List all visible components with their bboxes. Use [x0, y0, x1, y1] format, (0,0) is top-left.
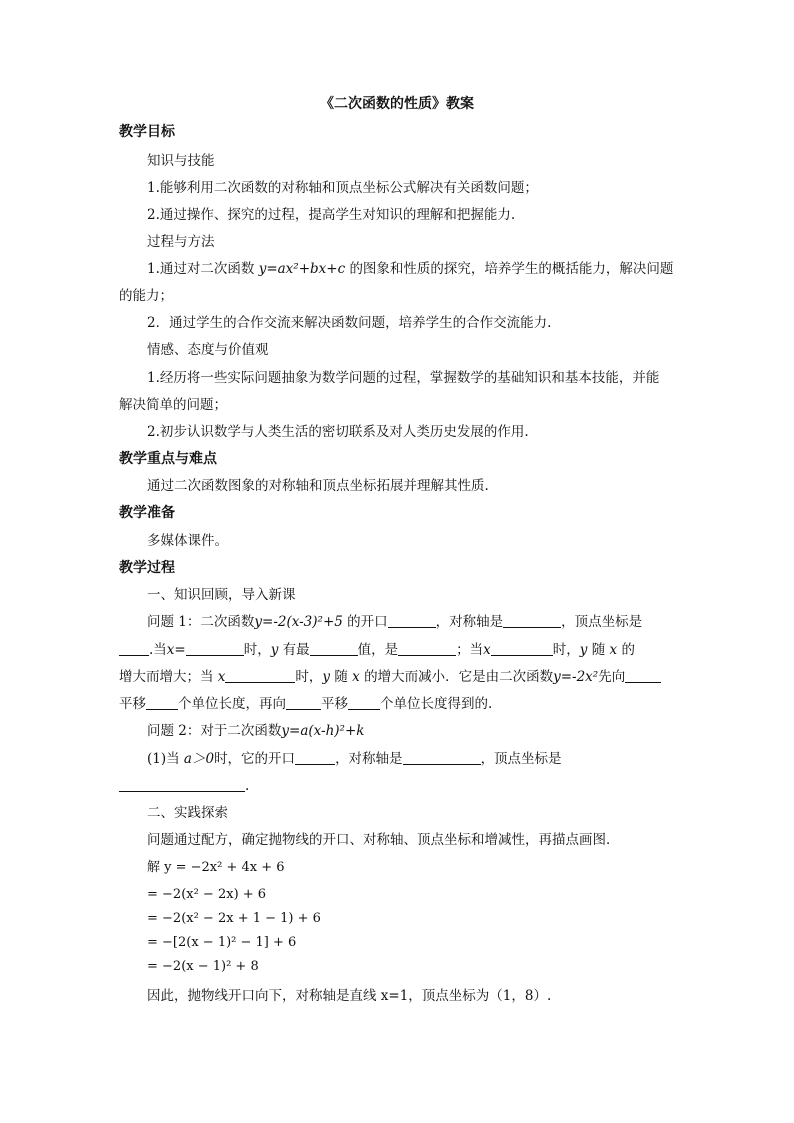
text-segment: 个单位长度，再向 — [178, 696, 286, 712]
text-segment: 时， — [295, 669, 323, 685]
text-segment: (1)当 — [147, 751, 180, 767]
text-segment: 平移 — [119, 696, 146, 712]
math-var: x — [609, 642, 618, 658]
math-var: y — [270, 642, 279, 658]
text-segment: 时，它的开口 — [214, 751, 296, 767]
answer-blank[interactable] — [186, 641, 244, 656]
answer-blank[interactable] — [348, 695, 380, 710]
answer-blank[interactable] — [398, 641, 456, 656]
solution-line-3: = −2(x² − 2x + 1 − 1) + 6 — [147, 911, 321, 926]
solution-line-5: = −2(x − 1)² + 8 — [147, 959, 259, 974]
text-segment: 的增大而减小．它是由二次函数 — [364, 669, 554, 685]
question-2-line2 — [147, 749, 562, 769]
text-segment: 个单位长度得到的. — [380, 696, 493, 712]
text-segment: ，对称轴是 — [435, 614, 504, 630]
answer-blank[interactable] — [491, 641, 553, 656]
text-segment: ，对称轴是 — [335, 751, 403, 767]
solution-line-2: = −2(x² − 2x) + 6 — [147, 887, 267, 902]
text-segment: 时， — [552, 642, 580, 658]
text-segment: ，顶点坐标是 — [561, 614, 643, 630]
question-1-line3 — [119, 667, 661, 687]
formula-general-quadratic: y=ax²+bx+c — [258, 261, 346, 277]
answer-blank[interactable] — [146, 695, 178, 710]
goal-knowledge-1: 1.能够利用二次函数的对称轴和顶点坐标公式解决有关函数问题； — [147, 180, 538, 196]
formula-vertex-form: y=a(x-h)²+k — [281, 723, 365, 739]
math-var: y — [322, 669, 331, 685]
solution-line-4: = −[2(x − 1)² − 1] + 6 — [147, 935, 297, 950]
question-1-line4 — [119, 694, 492, 714]
answer-blank[interactable] — [119, 641, 149, 656]
text-segment: 随 — [591, 642, 606, 658]
math-var: y — [579, 642, 588, 658]
subheading-emotion: 情感、态度与价值观 — [147, 342, 269, 358]
text-segment: 值，是 — [357, 642, 399, 658]
text-segment: .当 — [149, 642, 167, 658]
text-segment: ；当 — [456, 642, 484, 658]
text-segment: 问题 1：二次函数 — [147, 614, 255, 630]
section-heading-process: 教学过程 — [119, 560, 175, 576]
answer-blank[interactable] — [503, 613, 561, 628]
subheading-process-method: 过程与方法 — [147, 234, 215, 250]
math-var: x — [352, 669, 360, 685]
subheading-knowledge: 知识与技能 — [147, 153, 215, 169]
answer-blank[interactable] — [388, 613, 436, 628]
text-segment: 平移 — [321, 696, 348, 712]
answer-blank[interactable] — [403, 750, 481, 765]
goal-process-1-line2: 的能力； — [119, 288, 173, 304]
answer-blank[interactable] — [286, 695, 321, 710]
text-segment: . — [245, 778, 250, 794]
goal-emotion-1-line2: 解决简单的问题； — [119, 397, 227, 413]
question-1-line1 — [147, 612, 642, 632]
answer-blank[interactable] — [310, 641, 358, 656]
text-segment: 随 — [334, 669, 348, 685]
question-1-line2 — [119, 640, 635, 660]
prep-text: 多媒体课件。 — [147, 533, 228, 549]
section-heading-prep: 教学准备 — [119, 505, 175, 521]
solution-conclusion: 因此，抛物线开口向下，对称轴是直线 x=1，顶点坐标为（1，8）. — [147, 988, 552, 1004]
question-2-line3 — [119, 776, 249, 796]
math-var: x — [217, 669, 226, 685]
goal-process-2: 2．通过学生的合作交流来解决函数问题，培养学生的合作交流能力. — [147, 315, 552, 331]
goal-knowledge-2: 2.通过操作、探究的过程，提高学生对知识的理解和把握能力. — [147, 207, 516, 223]
goal-emotion-2: 2.初步认识数学与人类生活的密切联系及对人类历史发展的作用. — [147, 424, 529, 440]
section-heading-keypoints: 教学重点与难点 — [119, 451, 217, 467]
process-part-1: 一、知识回顾，导入新课 — [147, 587, 296, 603]
process-part-2: 二、实践探索 — [147, 805, 228, 821]
text-segment: 的开口 — [347, 614, 388, 630]
answer-blank[interactable] — [119, 777, 245, 792]
keypoints-text: 通过二次函数图象的对称轴和顶点坐标拓展并理解其性质. — [147, 478, 489, 494]
answer-blank[interactable] — [295, 750, 335, 765]
text-segment: 的 — [621, 642, 635, 658]
practice-task: 问题通过配方，确定抛物线的开口、对称轴、顶点坐标和增减性，再描点画图． — [147, 832, 620, 848]
goal-process-1-line1 — [147, 259, 673, 279]
math-condition: a＞0 — [183, 751, 215, 767]
text-segment: 1.通过对二次函数 — [147, 261, 255, 277]
math-var: x= — [166, 642, 186, 658]
text-segment: 有最 — [282, 642, 310, 658]
solution-line-1: 解 y = −2x² + 4x + 6 — [147, 860, 285, 875]
document-title: 《二次函数的性质》教案 — [320, 96, 474, 112]
text-segment: 时， — [243, 642, 271, 658]
section-heading-goals: 教学目标 — [119, 124, 175, 140]
answer-blank[interactable] — [225, 668, 295, 683]
question-2-line1 — [147, 721, 364, 741]
math-var: x — [483, 642, 491, 658]
text-segment: 先向 — [598, 669, 626, 685]
formula-q1-base: y=-2x² — [553, 669, 599, 685]
formula-q1: y=-2(x-3)²+5 — [254, 614, 343, 630]
text-segment: 问题 2：对于二次函数 — [147, 723, 282, 739]
goal-emotion-1-line1: 1.经历将一些实际问题抽象为数学问题的过程，掌握数学的基础知识和基本技能，并能 — [147, 370, 660, 386]
answer-blank[interactable] — [625, 668, 661, 683]
text-segment: 增大而增大；当 — [119, 669, 214, 685]
text-segment: 的图象和性质的探究，培养学生的概括能力，解决问题 — [349, 261, 674, 277]
text-segment: ，顶点坐标是 — [480, 751, 562, 767]
